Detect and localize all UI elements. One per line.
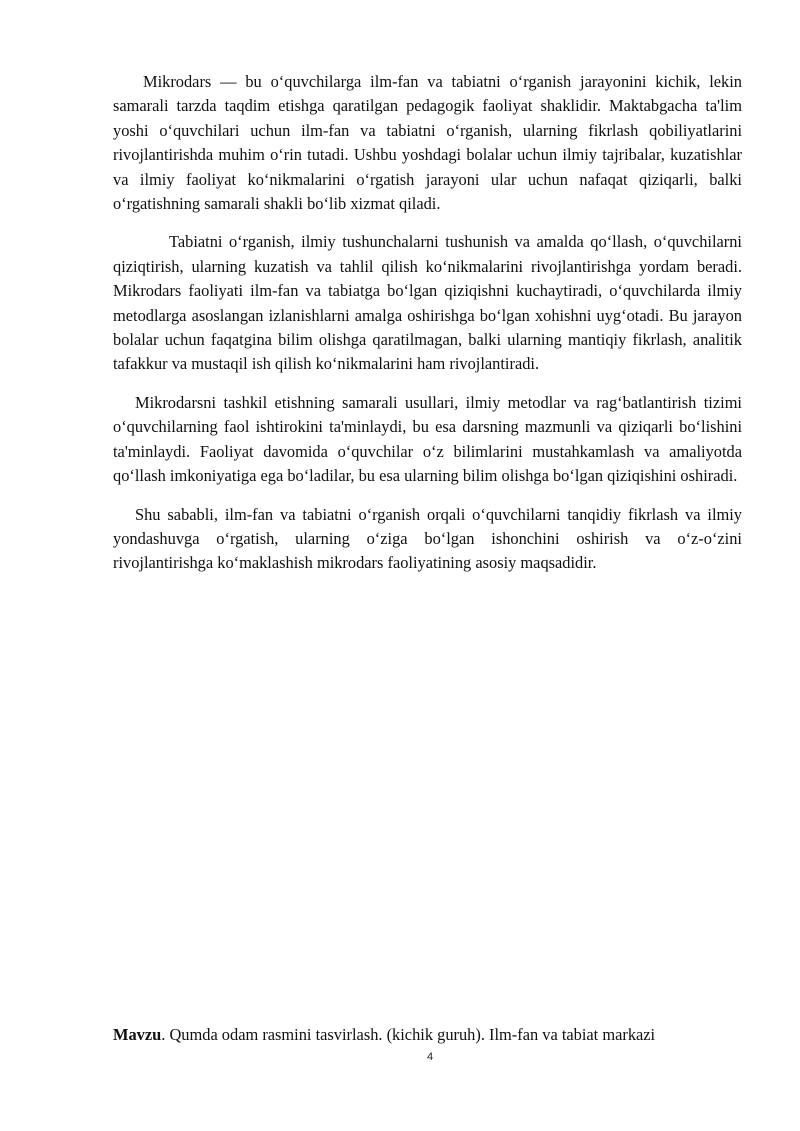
page-number: 4 bbox=[426, 1051, 434, 1063]
paragraph-4: Shu sababli, ilm-fan va tabiatni o‘rganish orqali o‘quvchilarni tanqidiy fikrlash va ilmiy yondashuvga o‘rgatish, ularning o‘ziga bo‘lgan ishonchini oshirish va o‘z-o‘zini rivojlantirishga ko‘maklashish mikrodars faoliyatining asosiy maqsadidir. bbox=[113, 504, 742, 573]
paragraph-3: Mikrodarsni tashkil etishning samarali usullari, ilmiy metodlar va rag‘batlantirish tizimi o‘quvchilarning faol ishtirokini ta'minlaydi, bu esa darsning mazmunli va qiziqarli bo‘lishini ta'minlaydi. Faoliyat davomida o‘quvchilar o‘z bilimlarini mustahkamlash va amaliyotda qo‘llash imkoniyatiga ega bo‘ladilar, bu esa ularning bilim olishga bo‘lgan qiziqishini oshiradi. bbox=[113, 392, 742, 486]
paragraph-2: Tabiatni o‘rganish, ilmiy tushunchalarni tushunish va amalda qo‘llash, o‘quvchilarni qiziqtirish, ularning kuzatish va tahlil qilish ko‘nikmalarini rivojlantirishga yordam beradi. Mikrodars faoliyati ilm-fan va tabiatga bo‘lgan qiziqishni kuchaytiradi, o‘quvchilarda ilmiy metodlarga asoslangan izlanishlarni amalga oshirishga bo‘lgan xohishni uyg‘otadi. Bu jarayon bolalar uchun faqatgina bilim olishga qaratilmagan, balki ularning mantiqiy fikrlash, analitik tafakkur va mustaqil ish qilish ko‘nikmalarini ham rivojlantiradi. bbox=[113, 232, 742, 374]
paragraph-1: Mikrodars — bu o‘quvchilarga ilm-fan va tabiatni o‘rganish jarayonini kichik, lekin samarali tarzda taqdim etishga qaratilgan pedagogik faoliyat shaklidir. Maktabgacha ta'lim yoshi o‘quvchilari uchun ilm-fan va tabiatni o‘rganish, ularning fikrlash qobiliyatlarini rivojlantirishda muhim o‘rin tutadi. Ushbu yoshdagi bolalar uchun ilmiy tajribalar, kuzatishlar va ilmiy faoliyat ko‘nikmalarini o‘rgatish jarayoni ular uchun nafaqat qiziqarli, balki o‘rgatishning samarali shakli bo‘lib xizmat qiladi. bbox=[113, 72, 742, 214]
topic-label: Mavzu bbox=[113, 1025, 162, 1044]
topic-text: . Qumda odam rasmini tasvirlash. (kichik guruh). Ilm-fan va tabiat markazi bbox=[161, 1025, 656, 1044]
body-text bbox=[113, 70, 742, 590]
topic-line bbox=[113, 1023, 753, 1047]
